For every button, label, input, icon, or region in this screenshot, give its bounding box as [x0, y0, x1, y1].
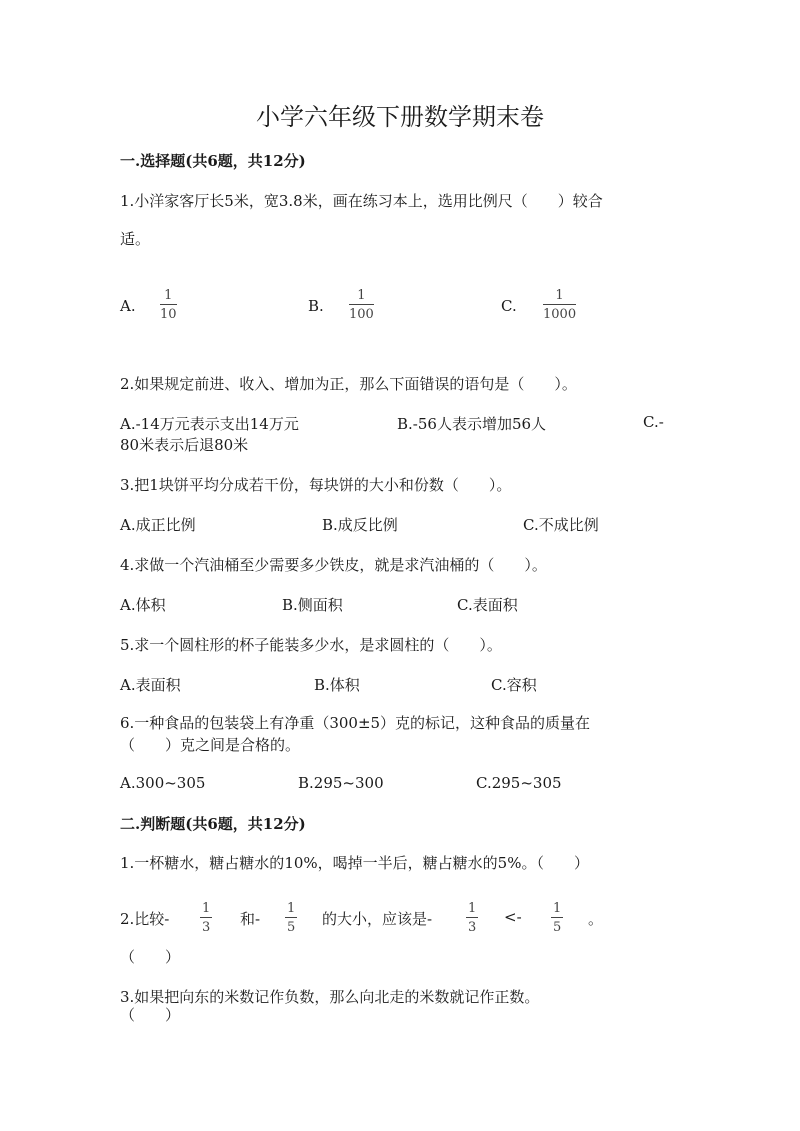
judgment-2-fraction-1	[200, 902, 212, 934]
q6-option-a: A.300~305	[120, 774, 206, 792]
question-5-text: 5.求一个圆柱形的杯子能装多少水，是求圆柱的（ ）。	[120, 636, 502, 654]
judgment-2-answer-paren: （ ）	[120, 948, 181, 966]
q3-option-a: A.成正比例	[120, 516, 196, 534]
question-1-text-cont: 适。	[120, 230, 151, 248]
judgment-2-relation: <-	[504, 908, 522, 926]
question-2-text: 2.如果规定前进、收入、增加为正，那么下面错误的语句是（ ）。	[120, 375, 577, 393]
q5-option-a: A.表面积	[120, 676, 181, 694]
fraction-numerator: 1	[468, 901, 477, 916]
fraction-denominator: 100	[349, 307, 374, 322]
section-heading-judgment: 二.判断题(共6题，共12分)	[120, 815, 306, 833]
q5-option-b: B.体积	[314, 676, 360, 694]
q1-option-c-fraction	[543, 289, 576, 321]
q6-option-b: B.295~300	[298, 774, 384, 792]
fraction-denominator: 10	[160, 307, 177, 322]
q1-option-a-label: A.	[120, 297, 136, 315]
q3-option-c: C.不成比例	[523, 516, 599, 534]
fraction-numerator: 1	[555, 288, 564, 303]
question-3-text: 3.把1块饼平均分成若干份，每块饼的大小和份数（ ）。	[120, 476, 512, 494]
q1-option-a-fraction	[160, 289, 177, 321]
fraction-numerator: 1	[164, 288, 173, 303]
judgment-1-text: 1.一杯糖水，糖占糖水的10%，喝掉一半后，糖占糖水的5%。（ ）	[120, 854, 589, 872]
fraction-numerator: 1	[357, 288, 366, 303]
fraction-denominator: 3	[468, 920, 477, 935]
judgment-2-after: 的大小，应该是-	[322, 910, 433, 928]
judgment-2-end: 。	[588, 910, 604, 928]
q2-option-a: A.-14万元表示支出14万元	[120, 415, 299, 433]
q4-option-b: B.侧面积	[282, 596, 343, 614]
judgment-2-fraction-3	[466, 902, 478, 934]
page-title: 小学六年级下册数学期末卷	[256, 103, 544, 131]
judgment-2-prefix: 2.比较-	[120, 910, 170, 928]
fraction-numerator: 1	[202, 901, 211, 916]
fraction-numerator: 1	[553, 901, 562, 916]
question-6-text: 6.一种食品的包装袋上有净重（300±5）克的标记，这种食品的质量在	[120, 714, 591, 732]
q5-option-c: C.容积	[491, 676, 537, 694]
fraction-denominator: 5	[287, 920, 296, 935]
question-1-text: 1.小洋家客厅长5米，宽3.8米，画在练习本上，选用比例尺（ ）较合	[120, 192, 603, 210]
judgment-2-mid: 和-	[240, 910, 261, 928]
q2-option-c: C.-	[643, 413, 664, 431]
q6-option-c: C.295~305	[476, 774, 562, 792]
judgment-3-text: 3.如果把向东的米数记作负数，那么向北走的米数就记作正数。	[120, 988, 540, 1006]
fraction-denominator: 3	[202, 920, 211, 935]
fraction-numerator: 1	[287, 901, 296, 916]
q4-option-c: C.表面积	[457, 596, 518, 614]
judgment-2-fraction-4	[551, 902, 563, 934]
fraction-denominator: 1000	[543, 307, 577, 322]
question-4-text: 4.求做一个汽油桶至少需要多少铁皮，就是求汽油桶的（ ）。	[120, 556, 547, 574]
fraction-denominator: 5	[553, 920, 562, 935]
judgment-3-answer-paren: （ ）	[120, 1006, 181, 1024]
judgment-2-fraction-2	[285, 902, 297, 934]
q1-option-b-label: B.	[308, 297, 324, 315]
q2-option-c-cont: 80米表示后退80米	[120, 436, 249, 454]
q1-option-b-fraction	[349, 289, 374, 321]
q3-option-b: B.成反比例	[322, 516, 398, 534]
q4-option-a: A.体积	[120, 596, 166, 614]
section-heading-choice: 一.选择题(共6题，共12分)	[120, 152, 306, 170]
question-6-text-cont: （ ）克之间是合格的。	[120, 736, 301, 754]
q2-option-b: B.-56人表示增加56人	[397, 415, 547, 433]
q1-option-c-label: C.	[501, 297, 517, 315]
